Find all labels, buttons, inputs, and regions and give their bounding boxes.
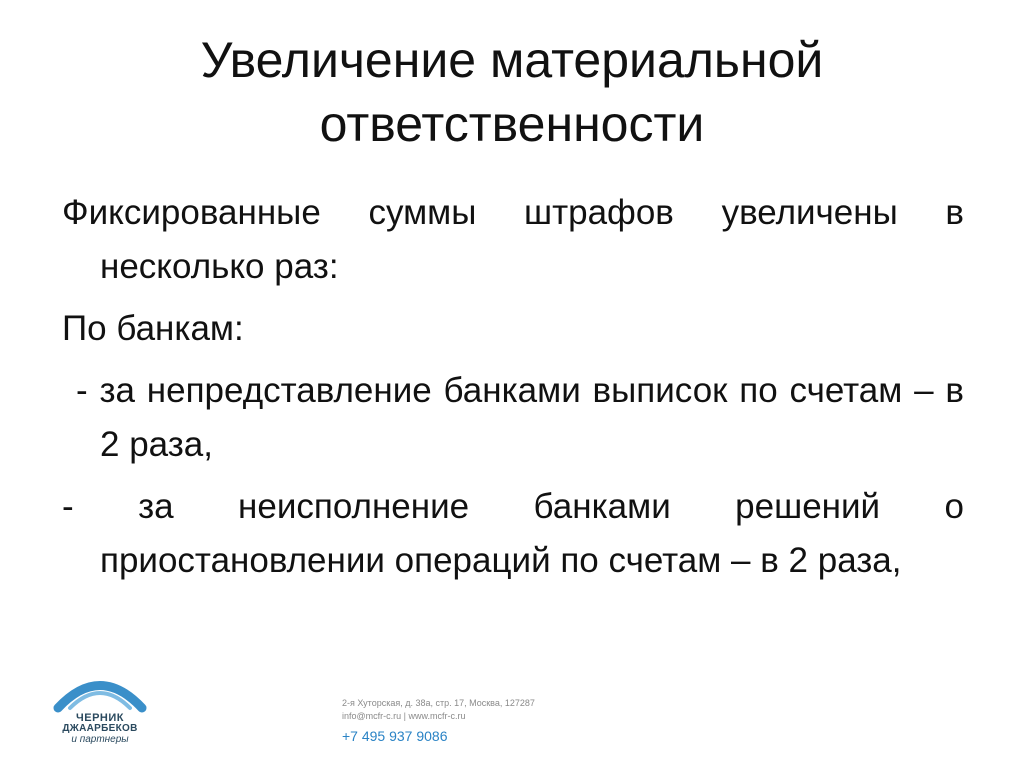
logo-text-line-1: ЧЕРНИК: [76, 712, 124, 724]
slide-title-line-2: ответственности: [319, 96, 705, 152]
bullet-statements: - за непредставление банками выписок по счетам – в 2 раза,: [76, 371, 964, 464]
paragraph-fixed-fines: Фиксированные суммы штрафов увеличены в несколько раз:: [62, 193, 964, 286]
bullet-suspension: - за неисполнение банками решений о приостановлении операций по счетам – в 2 раза,: [62, 487, 964, 580]
footer-address: 2-я Хуторская, д. 38а, стр. 17, Москва, 127287: [342, 698, 535, 708]
footer-phone: +7 495 937 9086: [342, 728, 448, 744]
logo-text-line-2: ДЖААРБЕКОВ: [62, 723, 138, 734]
paragraph-banks-heading: По банкам:: [62, 309, 244, 348]
footer-contacts: info@mcfr-c.ru | www.mcfr-c.ru: [342, 711, 466, 721]
slide-title-line-1: Увеличение материальной: [200, 32, 824, 88]
logo-text-line-3: и партнеры: [71, 734, 129, 745]
slide-title: [40, 28, 984, 156]
slide-body: [62, 186, 964, 596]
